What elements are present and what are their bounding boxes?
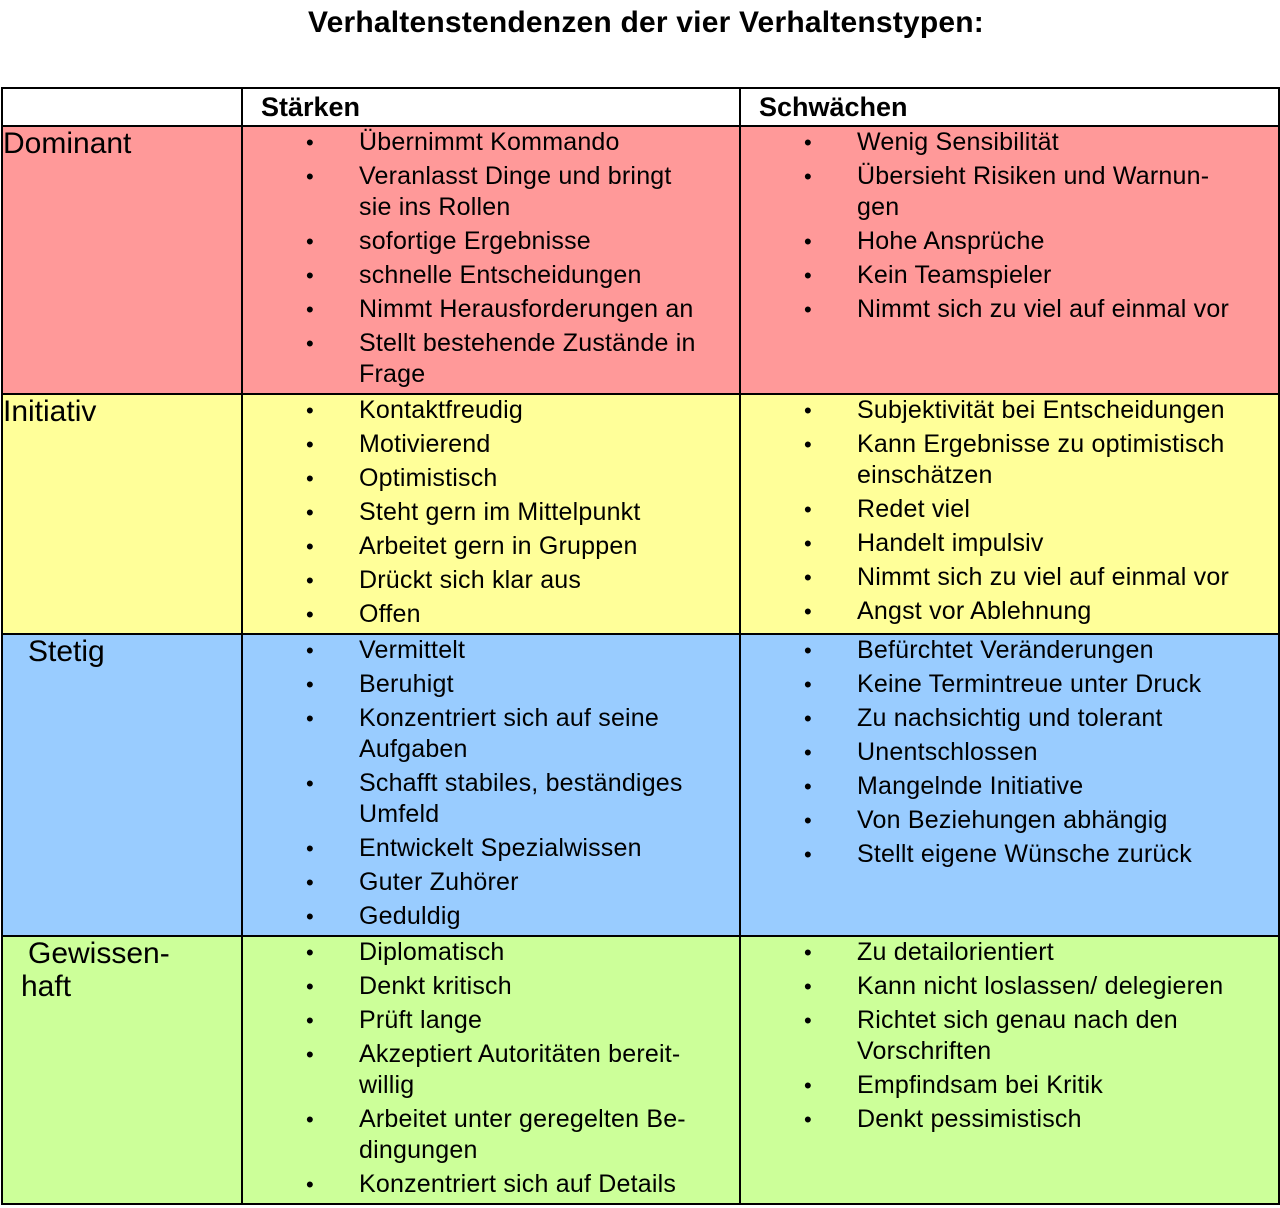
list-item-text: • Beruhigt: [359, 670, 454, 698]
list-item: [243, 867, 739, 898]
type-label: Gewissen-: [28, 937, 170, 970]
list-item: [243, 937, 739, 968]
list-item-text: dingungen: [359, 1136, 478, 1164]
list-item-text: • Wenig Sensibilität: [857, 128, 1059, 156]
header-weaknesses: Schwächen: [740, 88, 1279, 126]
list-item-text: • Nimmt sich zu viel auf einmal vor: [857, 563, 1229, 591]
list-item-text: • Angst vor Ablehnung: [857, 597, 1092, 625]
list-item: [243, 226, 739, 257]
list-item: [243, 127, 739, 158]
list-item-text: • Arbeitet gern in Gruppen: [359, 532, 638, 560]
list-item-text: • Redet viel: [857, 495, 971, 523]
list-item: [741, 596, 1278, 627]
list-item: [741, 635, 1278, 666]
list-item: [243, 1169, 739, 1200]
table-header-row: [2, 88, 1279, 126]
list-item-text: • Arbeitet unter geregelten Be-: [359, 1105, 686, 1133]
type-label: haft: [21, 970, 72, 1003]
list-item-text: Vorschriften: [857, 1037, 992, 1065]
list-item: [741, 161, 1278, 223]
list-item-text: willig: [359, 1071, 415, 1099]
weaknesses-cell: [740, 936, 1279, 1204]
list-item-text: • Vermittelt: [359, 636, 466, 664]
list-item-text: • Richtet sich genau nach den: [857, 1006, 1178, 1034]
list-item: [741, 260, 1278, 291]
list-item-text: • Zu detailorientiert: [857, 938, 1054, 966]
weaknesses-cell: [740, 126, 1279, 394]
list-item: [243, 161, 739, 223]
list-item-text: • Drückt sich klar aus: [359, 566, 582, 594]
list-item: [243, 328, 739, 390]
list-item-text: • Unentschlossen: [857, 738, 1038, 766]
type-cell: [2, 394, 242, 634]
list-item: [741, 805, 1278, 836]
list-item-text: sie ins Rollen: [359, 193, 511, 221]
list-item: [243, 463, 739, 494]
list-item-text: • Befürchtet Veränderungen: [857, 636, 1154, 664]
weaknesses-list: [741, 937, 1278, 1135]
table-row: [2, 634, 1279, 936]
list-item: [741, 839, 1278, 870]
list-item: [741, 395, 1278, 426]
list-item: [741, 771, 1278, 802]
list-item: [741, 971, 1278, 1002]
list-item-text: • Kontaktfreudig: [359, 396, 524, 424]
list-item-text: • Übersieht Risiken und Warnun-: [857, 162, 1210, 190]
table-body: [2, 126, 1279, 1204]
table-row: [2, 936, 1279, 1204]
list-item: [243, 395, 739, 426]
list-item: [741, 127, 1278, 158]
list-item-text: • Diplomatisch: [359, 938, 505, 966]
list-item: [741, 562, 1278, 593]
list-item-text: Frage: [359, 360, 426, 388]
list-item-text: • Prüft lange: [359, 1006, 483, 1034]
list-item-text: • Nimmt sich zu viel auf einmal vor: [857, 295, 1229, 323]
list-item: [741, 294, 1278, 325]
list-item: [243, 599, 739, 630]
list-item-text: • Akzeptiert Autoritäten bereit-: [359, 1040, 681, 1068]
list-item: [243, 1039, 739, 1101]
list-item: [243, 565, 739, 596]
list-item: [741, 528, 1278, 559]
list-item: [741, 1104, 1278, 1135]
list-item: [741, 737, 1278, 768]
list-item-text: einschätzen: [857, 461, 993, 489]
list-item-text: Umfeld: [359, 800, 440, 828]
type-cell: [2, 936, 242, 1204]
list-item-text: • Steht gern im Mittelpunkt: [359, 498, 641, 526]
list-item: [741, 226, 1278, 257]
list-item: [243, 703, 739, 765]
list-item: [741, 937, 1278, 968]
type-label: Initiativ: [3, 395, 97, 428]
list-item-text: • Zu nachsichtig und tolerant: [857, 704, 1163, 732]
strengths-cell: [242, 936, 740, 1204]
strengths-list: [243, 635, 739, 932]
list-item: [741, 1070, 1278, 1101]
list-item: [741, 429, 1278, 491]
weaknesses-list: [741, 127, 1278, 325]
list-item: [243, 1104, 739, 1166]
weaknesses-list: [741, 395, 1278, 627]
list-item-text: • Keine Termintreue unter Druck: [857, 670, 1202, 698]
list-item: [243, 294, 739, 325]
list-item-text: • Denkt kritisch: [359, 972, 512, 1000]
list-item-text: • Motivierend: [359, 430, 491, 458]
list-item: [243, 669, 739, 700]
weaknesses-cell: [740, 634, 1279, 936]
list-item-text: • Schafft stabiles, beständiges: [359, 769, 683, 797]
type-label: Stetig: [28, 635, 105, 668]
list-item: [243, 1005, 739, 1036]
list-item-text: • Von Beziehungen abhängig: [857, 806, 1168, 834]
list-item-text: • Kein Teamspieler: [857, 261, 1052, 289]
list-item: [741, 1005, 1278, 1067]
list-item-text: • Übernimmt Kommando: [359, 128, 620, 156]
list-item-text: • Veranlasst Dinge und bringt: [359, 162, 672, 190]
list-item-text: • Stellt bestehende Zustände in: [359, 329, 696, 357]
list-item: [243, 497, 739, 528]
list-item-text: • Optimistisch: [359, 464, 498, 492]
list-item: [243, 768, 739, 830]
list-item-text: • Entwickelt Spezialwissen: [359, 834, 642, 862]
table-row: [2, 126, 1279, 394]
list-item: [741, 669, 1278, 700]
strengths-list: [243, 127, 739, 390]
strengths-cell: [242, 634, 740, 936]
header-type: [2, 88, 242, 126]
type-cell: [2, 634, 242, 936]
list-item-text: • Kann nicht loslassen/ delegieren: [857, 972, 1224, 1000]
list-item-text: • Nimmt Herausforderungen an: [359, 295, 694, 323]
list-item: [243, 429, 739, 460]
list-item-text: • Konzentriert sich auf seine: [359, 704, 660, 732]
document-title: Verhaltenstendenzen der vier Verhaltenstypen:: [308, 6, 984, 39]
list-item-text: • Stellt eigene Wünsche zurück: [857, 840, 1192, 868]
table-row: [2, 394, 1279, 634]
strengths-cell: [242, 394, 740, 634]
weaknesses-cell: [740, 394, 1279, 634]
list-item: [243, 260, 739, 291]
list-item: [243, 635, 739, 666]
list-item-text: • Subjektivität bei Entscheidungen: [857, 396, 1225, 424]
list-item-text: • Handelt impulsiv: [857, 529, 1044, 557]
list-item-text: • Geduldig: [359, 902, 461, 930]
behavior-table: [1, 87, 1280, 1205]
list-item: [243, 971, 739, 1002]
strengths-list: [243, 395, 739, 630]
list-item: [741, 703, 1278, 734]
list-item-text: • sofortige Ergebnisse: [359, 227, 591, 255]
list-item-text: • schnelle Entscheidungen: [359, 261, 642, 289]
header-strengths: Stärken: [242, 88, 740, 126]
list-item: [243, 531, 739, 562]
list-item-text: Aufgaben: [359, 735, 468, 763]
list-item: [741, 494, 1278, 525]
strengths-list: [243, 937, 739, 1200]
list-item-text: • Empfindsam bei Kritik: [857, 1071, 1103, 1099]
strengths-cell: [242, 126, 740, 394]
list-item-text: • Denkt pessimistisch: [857, 1105, 1082, 1133]
list-item-text: • Offen: [359, 600, 421, 628]
list-item-text: • Hohe Ansprüche: [857, 227, 1045, 255]
list-item-text: gen: [857, 193, 900, 221]
list-item-text: • Mangelnde Initiative: [857, 772, 1084, 800]
list-item: [243, 833, 739, 864]
list-item: [243, 901, 739, 932]
type-cell: [2, 126, 242, 394]
weaknesses-list: [741, 635, 1278, 870]
list-item-text: • Kann Ergebnisse zu optimistisch: [857, 430, 1225, 458]
list-item-text: • Konzentriert sich auf Details: [359, 1170, 677, 1198]
list-item-text: • Guter Zuhörer: [359, 868, 519, 896]
type-label: Dominant: [3, 127, 132, 160]
